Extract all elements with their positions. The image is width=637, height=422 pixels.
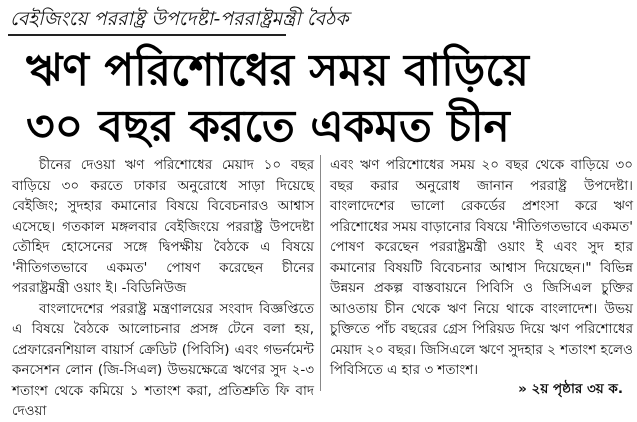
kicker: বেইজিংয়ে পররাষ্ট্র উপদেষ্টা-পররাষ্ট্রমন্ত্রী বৈঠক	[10, 8, 349, 30]
kicker-row	[0, 0, 637, 40]
paragraph: এবং ঋণ পরিশোধের সময় ২০ বছর থেকে বাড়িয়ে ৩০ বছর করার অনুরোধ জানান পররাষ্ট্র উপদেষ্টা। বাংলাদেশের ভালো রেকর্ডের প্রশংসা করে ঋণ পরিশোধের সময় বাড়ানোর বিষয়ে 'নীতিগতভাবে একমত' পোষণ করেছেন পররাষ্ট্রমন্ত্রী ওয়াং ই এবং সুদ হার কমানোর বিষয়টি বিবেচনার আশ্বাস দিয়েছেন।" বিভিন্ন উন্নয়ন প্রকল্প বাস্তবায়নে পিবিসি ও জিসিএল চুক্তির আওতায় চীন থেকে ঋণ নিয়ে থাকে বাংলাদেশ। উভয় চুক্তিতে পাঁচ বছরের গ্রেস পিরিয়ড দিয়ে ঋণ পরিশোধের মেয়াদ ২০ বছর। জিসিএলে ঋণে সুদহার ২ শতাংশ হলেও পিবিসিতে এ হার ৩ শতাংশ।	[330, 157, 633, 378]
kicker-underline	[8, 34, 286, 36]
paragraph: চীনের দেওয়া ঋণ পরিশোধের মেয়াদ ১০ বছর বাড়িয়ে ৩০ করতে ঢাকার অনুরোধে সাড়া দিয়েছে বেইজিং; সুদহার কমানোর বিষয়ে বিবেচনারও আশ্বাস এসেছে। গতকাল মঙ্গলবার বেইজিংয়ে পররাষ্ট্র উপদেষ্টা তৌহিদ হোসেনের সঙ্গে দ্বিপক্ষীয় বৈঠকে এ বিষয়ে 'নীতিগতভাবে একমত' পোষণ করেছেন চীনের পররাষ্ট্রমন্ত্রী ওয়াং ই। -বিডিনিউজ	[12, 157, 314, 296]
column-divider	[320, 155, 321, 391]
headline-line-2: ৩০ বছর করতে একমত চীন	[26, 101, 510, 152]
headline-line-1: ঋণ পরিশোধের সময় বাড়িয়ে	[26, 45, 529, 96]
paragraph: বাংলাদেশের পররাষ্ট্র মন্ত্রণালয়ের সংবাদ বিজ্ঞপ্তিতে এ বিষয়ে বৈঠকে আলোচনার প্রসঙ্গ টেনে বলা হয়, প্রেফারেনশিয়াল বায়ার্স ক্রেডিট (পিবিসি) এবং গভর্নমেন্ট কনসেশন লোন (জি-সিএল) উভয়ক্ষেত্রে ঋণের সুদ ২-৩ শতাংশ থেকে কমিয়ে ১ শতাংশ করা, প্রতিশ্রুতি ফি বাদ দেওয়া	[12, 300, 314, 419]
article-column-right	[330, 155, 633, 381]
continued-page-link[interactable]: » ২য় পৃষ্ঠার ৩য় ক.	[518, 381, 623, 397]
article-column-left	[12, 155, 314, 422]
